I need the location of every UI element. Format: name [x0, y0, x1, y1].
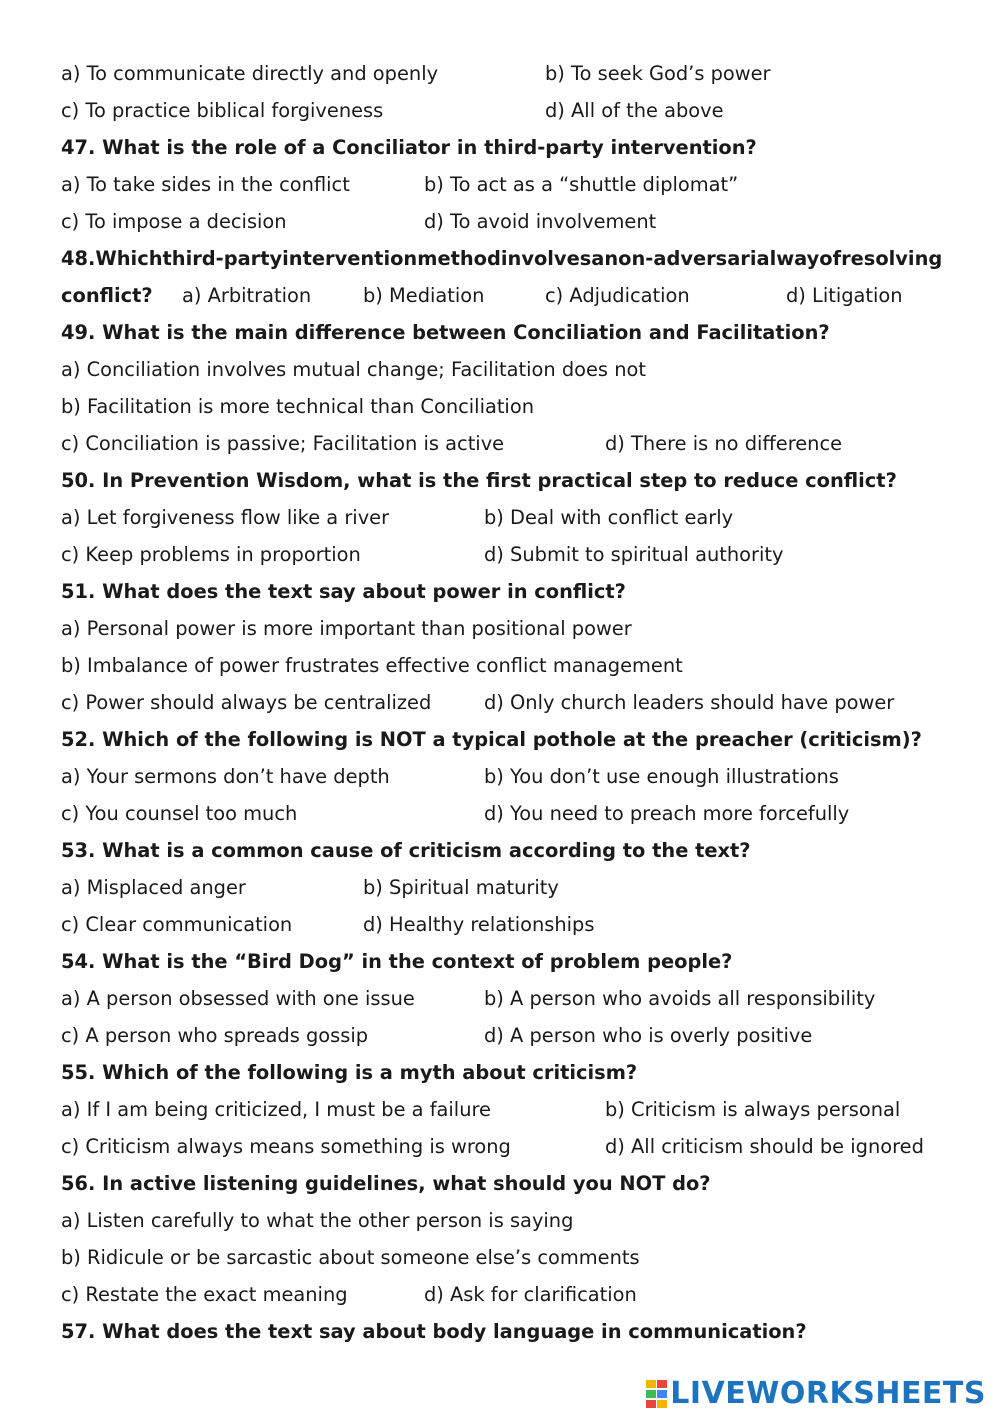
q56-row-2	[61, 1239, 940, 1276]
q48-word: a	[591, 247, 605, 270]
q54-option-b[interactable]: b) A person who avoids all responsibility	[484, 987, 876, 1010]
q47-option-b[interactable]: b) To act as a “shuttle diplomat”	[424, 173, 739, 196]
q54-row-1	[61, 980, 940, 1017]
logo-text: LIVEWORKSHEETS	[670, 1376, 986, 1411]
question-56: 56. In active listening guidelines, what should you NOT do?	[61, 1172, 711, 1195]
question-50: 50. In Prevention Wisdom, what is the first practical step to reduce conflict?	[61, 469, 897, 492]
q55-option-b[interactable]: b) Criticism is always personal	[605, 1098, 901, 1121]
liveworksheets-logo[interactable]	[646, 1376, 986, 1411]
q52-row-1	[61, 758, 940, 795]
q52-option-c[interactable]: c) You counsel too much	[61, 802, 298, 825]
q52-row-2	[61, 795, 940, 832]
q50-option-c[interactable]: c) Keep problems in proportion	[61, 543, 361, 566]
q56-option-c[interactable]: c) Restate the exact meaning	[61, 1283, 348, 1306]
q52-option-b[interactable]: b) You don’t use enough illustrations	[484, 765, 839, 788]
q48-option-a[interactable]: a) Arbitration	[182, 284, 312, 307]
q53-option-a[interactable]: a) Misplaced anger	[61, 876, 246, 899]
q47-option-c[interactable]: c) To impose a decision	[61, 210, 287, 233]
question-47: 47. What is the role of a Conciliator in third-party intervention?	[61, 136, 757, 159]
q55-option-d[interactable]: d) All criticism should be ignored	[605, 1135, 924, 1158]
question-53: 53. What is a common cause of criticism according to the text?	[61, 839, 751, 862]
q49-option-b[interactable]: b) Facilitation is more technical than Conciliation	[61, 395, 534, 418]
q47-row-2	[61, 203, 940, 240]
q49-row-3	[61, 425, 940, 462]
q50-row-2	[61, 536, 940, 573]
q46-row-1	[61, 55, 940, 92]
q51-row-1	[61, 610, 940, 647]
q51-option-c[interactable]: c) Power should always be centralized	[61, 691, 432, 714]
question-48-continued: conflict?	[61, 284, 153, 307]
q55-option-a[interactable]: a) If I am being criticized, I must be a failure	[61, 1098, 491, 1121]
question-54: 54. What is the “Bird Dog” in the context of problem people?	[61, 950, 733, 973]
question-51: 51. What does the text say about power in conflict?	[61, 580, 626, 603]
q50-option-b[interactable]: b) Deal with conflict early	[484, 506, 734, 529]
q48-option-d[interactable]: d) Litigation	[786, 284, 903, 307]
q48-word: intervention	[282, 247, 418, 270]
q48-word: third-party	[162, 247, 283, 270]
q54-option-a[interactable]: a) A person obsessed with one issue	[61, 987, 415, 1010]
q51-option-d[interactable]: d) Only church leaders should have power	[484, 691, 895, 714]
q49-option-d[interactable]: d) There is no difference	[605, 432, 843, 455]
q56-option-a[interactable]: a) Listen carefully to what the other person is saying	[61, 1209, 574, 1232]
q53-option-c[interactable]: c) Clear communication	[61, 913, 293, 936]
question-57: 57. What does the text say about body language in communication?	[61, 1320, 807, 1343]
q48-option-c[interactable]: c) Adjudication	[545, 284, 690, 307]
q52-option-a[interactable]: a) Your sermons don’t have depth	[61, 765, 390, 788]
question-52: 52. Which of the following is NOT a typical pothole at the preacher (criticism)?	[61, 728, 922, 751]
q48-word: 48.	[61, 247, 96, 270]
q49-option-a[interactable]: a) Conciliation involves mutual change; Facilitation does not	[61, 358, 646, 381]
q55-row-2	[61, 1128, 940, 1165]
question-48	[61, 240, 943, 277]
q48-word: non-adversarial	[604, 247, 777, 270]
q46-option-d[interactable]: d) All of the above	[545, 99, 724, 122]
logo-blocks-icon	[646, 1380, 668, 1408]
q48-word: method	[417, 247, 501, 270]
q49-row-2	[61, 388, 940, 425]
q51-option-a[interactable]: a) Personal power is more important than positional power	[61, 617, 632, 640]
q53-row-2	[61, 906, 940, 943]
q47-option-a[interactable]: a) To take sides in the conflict	[61, 173, 350, 196]
q48-word: Which	[95, 247, 163, 270]
question-55: 55. Which of the following is a myth about criticism?	[61, 1061, 638, 1084]
q48-word: involves	[500, 247, 592, 270]
q48-option-b[interactable]: b) Mediation	[363, 284, 485, 307]
q48-word: of	[819, 247, 842, 270]
q55-option-c[interactable]: c) Criticism always means something is wrong	[61, 1135, 511, 1158]
q49-row-1	[61, 351, 940, 388]
q56-option-d[interactable]: d) Ask for clarification	[424, 1283, 637, 1306]
q54-option-c[interactable]: c) A person who spreads gossip	[61, 1024, 369, 1047]
q55-row-1	[61, 1091, 940, 1128]
q51-option-b[interactable]: b) Imbalance of power frustrates effective conflict management	[61, 654, 683, 677]
q50-option-d[interactable]: d) Submit to spiritual authority	[484, 543, 784, 566]
q50-row-1	[61, 499, 940, 536]
q46-option-c[interactable]: c) To practice biblical forgiveness	[61, 99, 384, 122]
q56-option-b[interactable]: b) Ridicule or be sarcastic about someone else’s comments	[61, 1246, 640, 1269]
q48-row-1	[61, 277, 940, 314]
question-49: 49. What is the main difference between Conciliation and Facilitation?	[61, 321, 830, 344]
q46-option-a[interactable]: a) To communicate directly and openly	[61, 62, 439, 85]
q54-row-2	[61, 1017, 940, 1054]
q48-word: way	[776, 247, 820, 270]
q54-option-d[interactable]: d) A person who is overly positive	[484, 1024, 813, 1047]
q47-row-1	[61, 166, 940, 203]
q51-row-2	[61, 647, 940, 684]
q53-option-d[interactable]: d) Healthy relationships	[363, 913, 595, 936]
q49-option-c[interactable]: c) Conciliation is passive; Facilitation is active	[61, 432, 505, 455]
q46-option-b[interactable]: b) To seek God’s power	[545, 62, 771, 85]
q46-row-2	[61, 92, 940, 129]
q51-row-3	[61, 684, 940, 721]
q53-option-b[interactable]: b) Spiritual maturity	[363, 876, 559, 899]
q47-option-d[interactable]: d) To avoid involvement	[424, 210, 657, 233]
q52-option-d[interactable]: d) You need to preach more forcefully	[484, 802, 850, 825]
q53-row-1	[61, 869, 940, 906]
q56-row-3	[61, 1276, 940, 1313]
q48-word: resolving	[841, 247, 943, 270]
q56-row-1	[61, 1202, 940, 1239]
q50-option-a[interactable]: a) Let forgiveness flow like a river	[61, 506, 390, 529]
